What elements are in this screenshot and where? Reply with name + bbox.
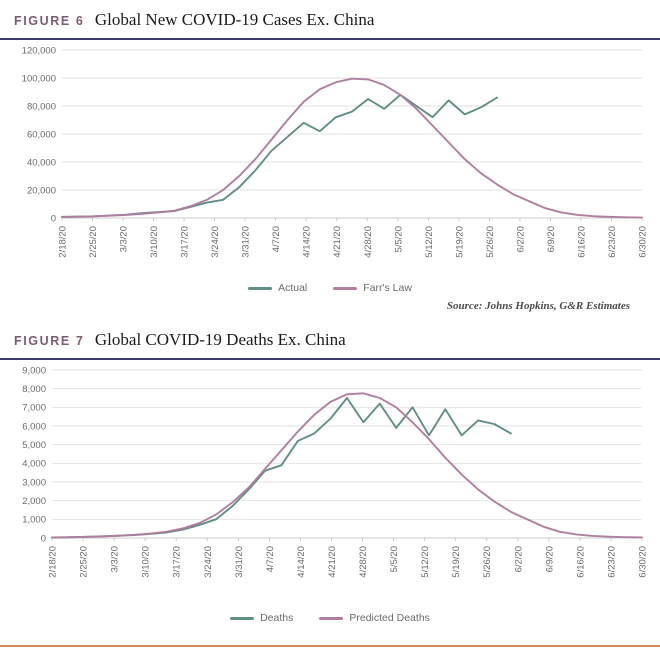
figure-6-name: Global New COVID-19 Cases Ex. China — [94, 10, 375, 29]
figure-7-chart — [0, 360, 660, 610]
svg-text:4/21/20: 4/21/20 — [326, 546, 338, 578]
svg-text:4/14/20: 4/14/20 — [301, 226, 313, 258]
svg-text:4,000: 4,000 — [22, 458, 46, 470]
svg-text:3/17/20: 3/17/20 — [171, 546, 183, 578]
legend-swatch-predicted-deaths — [319, 617, 343, 620]
svg-text:20,000: 20,000 — [26, 185, 56, 197]
figure-7-label: FIGURE 7 — [14, 334, 85, 348]
figure-7-title — [0, 320, 660, 354]
svg-text:3/3/20: 3/3/20 — [118, 226, 130, 253]
svg-text:0: 0 — [40, 533, 46, 545]
svg-text:3/10/20: 3/10/20 — [140, 546, 152, 578]
svg-text:3/17/20: 3/17/20 — [179, 226, 191, 258]
figure-7-block — [0, 320, 660, 624]
figure-7-plot — [0, 360, 660, 610]
figure-6-title — [0, 0, 660, 34]
svg-text:3/24/20: 3/24/20 — [202, 546, 214, 578]
svg-text:5/19/20: 5/19/20 — [451, 546, 463, 578]
svg-text:3/31/20: 3/31/20 — [240, 226, 252, 258]
svg-text:6/23/20: 6/23/20 — [606, 546, 618, 578]
legend-label-deaths: Deaths — [260, 612, 294, 624]
legend-item-farrs-law — [333, 282, 412, 294]
legend-swatch-actual — [248, 287, 272, 290]
legend-label-predicted-deaths: Predicted Deaths — [349, 612, 430, 624]
svg-text:3,000: 3,000 — [22, 477, 46, 489]
svg-text:5/12/20: 5/12/20 — [423, 226, 435, 258]
svg-text:4/7/20: 4/7/20 — [264, 546, 276, 573]
svg-text:120,000: 120,000 — [21, 45, 56, 57]
svg-text:6/16/20: 6/16/20 — [576, 226, 588, 258]
svg-text:2/25/20: 2/25/20 — [88, 226, 100, 258]
svg-text:3/24/20: 3/24/20 — [210, 226, 222, 258]
figure-6-source: Source: Johns Hopkins, G&R Estimates — [446, 300, 630, 312]
svg-text:9,000: 9,000 — [22, 365, 46, 377]
legend-item-actual — [248, 282, 307, 294]
svg-text:5/5/20: 5/5/20 — [393, 226, 405, 253]
svg-text:100,000: 100,000 — [21, 73, 56, 85]
svg-text:6/9/20: 6/9/20 — [544, 546, 556, 573]
figure-6-block — [0, 0, 660, 312]
svg-text:5/12/20: 5/12/20 — [420, 546, 432, 578]
footer-divider — [0, 645, 660, 647]
legend-swatch-deaths — [230, 617, 254, 620]
svg-text:1,000: 1,000 — [22, 514, 46, 526]
svg-text:5/19/20: 5/19/20 — [454, 226, 466, 258]
svg-text:6/2/20: 6/2/20 — [515, 226, 527, 253]
svg-text:5/26/20: 5/26/20 — [484, 226, 496, 258]
svg-text:3/10/20: 3/10/20 — [149, 226, 161, 258]
svg-text:7,000: 7,000 — [22, 402, 46, 414]
svg-text:4/21/20: 4/21/20 — [332, 226, 344, 258]
svg-text:4/14/20: 4/14/20 — [295, 546, 307, 578]
svg-text:60,000: 60,000 — [26, 129, 56, 141]
svg-text:3/3/20: 3/3/20 — [109, 546, 121, 573]
svg-text:5/5/20: 5/5/20 — [389, 546, 401, 573]
svg-text:6/30/20: 6/30/20 — [637, 546, 649, 578]
svg-text:80,000: 80,000 — [26, 101, 56, 113]
legend-label-actual: Actual — [278, 282, 308, 294]
svg-text:0: 0 — [50, 213, 56, 225]
svg-text:6/2/20: 6/2/20 — [513, 546, 525, 573]
svg-text:6/16/20: 6/16/20 — [575, 546, 587, 578]
svg-text:4/7/20: 4/7/20 — [271, 226, 283, 253]
legend-swatch-farrs-law — [333, 287, 357, 290]
svg-text:6/30/20: 6/30/20 — [637, 226, 649, 258]
svg-text:2/18/20: 2/18/20 — [47, 546, 59, 578]
svg-text:6,000: 6,000 — [22, 421, 46, 433]
figure-7-legend — [0, 612, 660, 624]
svg-text:3/31/20: 3/31/20 — [233, 546, 245, 578]
svg-text:4/28/20: 4/28/20 — [362, 226, 374, 258]
svg-text:6/9/20: 6/9/20 — [545, 226, 557, 253]
svg-text:4/28/20: 4/28/20 — [358, 546, 370, 578]
svg-text:6/23/20: 6/23/20 — [606, 226, 618, 258]
figure-6-chart — [0, 40, 660, 280]
svg-text:8,000: 8,000 — [22, 384, 46, 396]
legend-item-deaths — [230, 612, 293, 624]
legend-label-farrs-law: Farr's Law — [363, 282, 412, 294]
svg-text:2/25/20: 2/25/20 — [78, 546, 90, 578]
figure-6-label: FIGURE 6 — [14, 14, 85, 28]
svg-text:5/26/20: 5/26/20 — [482, 546, 494, 578]
svg-text:5,000: 5,000 — [22, 440, 46, 452]
legend-item-predicted-deaths — [319, 612, 430, 624]
figure-6-legend — [0, 282, 660, 294]
svg-text:40,000: 40,000 — [26, 157, 56, 169]
figure-6-plot — [0, 40, 660, 280]
figure-7-name: Global COVID-19 Deaths Ex. China — [94, 330, 346, 349]
svg-text:2,000: 2,000 — [22, 496, 46, 508]
svg-text:2/18/20: 2/18/20 — [57, 226, 69, 258]
